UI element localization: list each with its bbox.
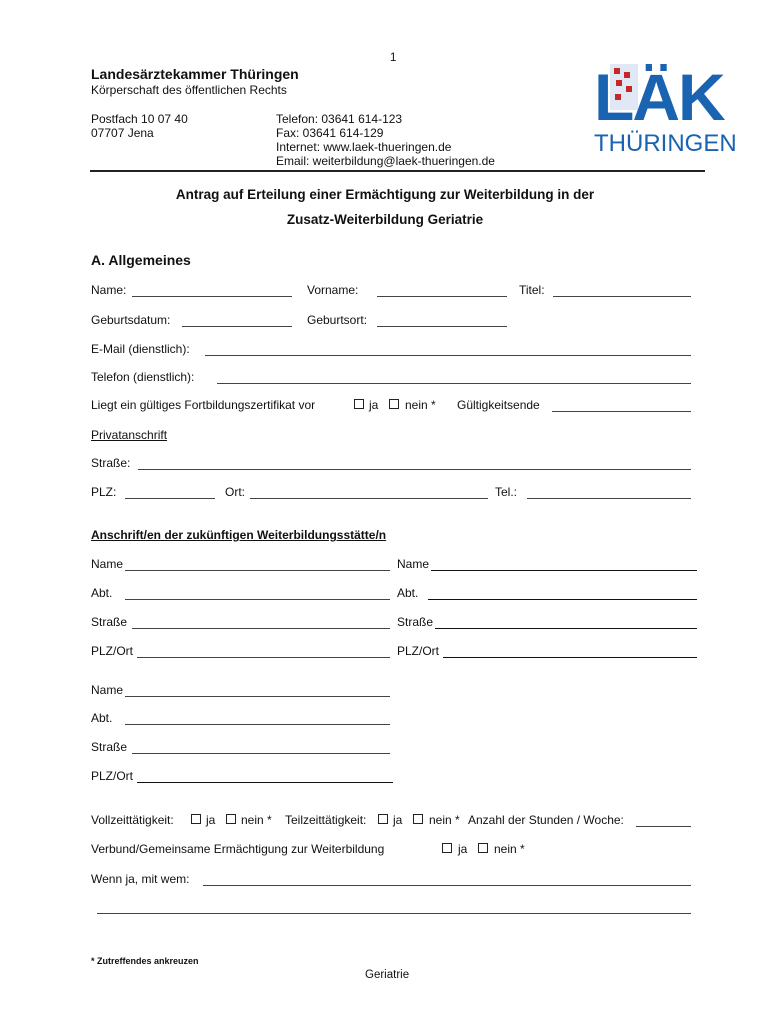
ws2-label-name: Name	[397, 557, 430, 571]
vollzeit-ja-checkbox[interactable]	[191, 814, 201, 824]
verbund-nein-checkbox[interactable]	[478, 843, 488, 853]
vollzeit-ja-label: ja	[206, 813, 216, 827]
zertifikat-nein-checkbox[interactable]	[389, 399, 399, 409]
teilzeit-nein-checkbox[interactable]	[413, 814, 423, 824]
label-zertifikat: Liegt ein gültiges Fortbildungszertifikat vor	[91, 398, 316, 412]
input-plz[interactable]	[125, 498, 215, 499]
input-gueltigkeit[interactable]	[552, 411, 691, 412]
label-geburtsort: Geburtsort:	[307, 313, 368, 327]
ws2-label-abt: Abt.	[397, 586, 419, 600]
label-ort: Ort:	[225, 485, 245, 499]
ws3-label-name: Name	[91, 683, 124, 697]
label-stunden: Anzahl der Stunden / Woche:	[468, 813, 624, 827]
verbund-ja-checkbox[interactable]	[442, 843, 452, 853]
ws1-input-strasse[interactable]	[132, 628, 390, 629]
label-tel: Tel.:	[495, 485, 518, 499]
footer-label: Geriatrie	[365, 969, 410, 981]
ws3-label-abt: Abt.	[91, 711, 113, 725]
ws1-input-plzort[interactable]	[137, 657, 390, 658]
plz-city: 07707 Jena	[91, 126, 154, 140]
input-stunden[interactable]	[636, 826, 691, 827]
header-rule	[90, 170, 705, 172]
ws3-label-plzort: PLZ/Ort	[91, 769, 134, 783]
ws1-input-name[interactable]	[125, 570, 390, 571]
ws3-input-strasse[interactable]	[132, 753, 390, 754]
input-ort[interactable]	[250, 498, 488, 499]
laek-logo	[588, 58, 748, 158]
ws3-input-plzort[interactable]	[137, 782, 393, 783]
ws3-input-abt[interactable]	[125, 724, 390, 725]
teilzeit-nein-label: nein *	[429, 813, 460, 827]
vollzeit-nein-label: nein *	[241, 813, 272, 827]
label-name: Name:	[91, 283, 127, 297]
ws1-label-strasse: Straße	[91, 615, 128, 629]
input-vorname[interactable]	[377, 296, 507, 297]
zertifikat-nein-label: nein *	[405, 398, 436, 412]
org-subtitle: Körperschaft des öffentlichen Rechts	[91, 83, 287, 97]
label-teilzeit: Teilzeittätigkeit:	[285, 813, 367, 827]
label-geburtsdatum: Geburtsdatum:	[91, 313, 171, 327]
label-telefon: Telefon (dienstlich):	[91, 370, 195, 384]
logo-sub: THÜRINGEN	[594, 130, 737, 157]
fax: Fax: 03641 614-129	[276, 126, 384, 140]
teilzeit-ja-checkbox[interactable]	[378, 814, 388, 824]
label-vollzeit: Vollzeittätigkeit:	[91, 813, 174, 827]
label-plz: PLZ:	[91, 485, 117, 499]
verbund-ja-label: ja	[458, 842, 468, 856]
ws1-input-abt[interactable]	[125, 599, 390, 600]
ws2-input-abt[interactable]	[428, 599, 697, 600]
logo-main: LÄK	[594, 60, 724, 134]
input-name[interactable]	[132, 296, 292, 297]
ws2-input-strasse[interactable]	[435, 628, 697, 629]
internet: Internet: www.laek-thueringen.de	[276, 140, 452, 154]
org-name: Landesärztekammer Thüringen	[91, 66, 299, 82]
ws3-label-strasse: Straße	[91, 740, 128, 754]
privatanschrift-heading: Privatanschrift	[91, 428, 168, 442]
input-email[interactable]	[205, 355, 691, 356]
ws1-label-plzort: PLZ/Ort	[91, 644, 134, 658]
weiterbildung-heading: Anschrift/en der zukünftigen Weiterbildungsstätte/n	[91, 528, 387, 542]
ws2-label-strasse: Straße	[397, 615, 434, 629]
verbund-nein-label: nein *	[494, 842, 525, 856]
email: Email: weiterbildung@laek-thueringen.de	[276, 154, 495, 168]
label-titel: Titel:	[519, 283, 545, 297]
label-wenn-ja: Wenn ja, mit wem:	[91, 872, 190, 886]
vollzeit-nein-checkbox[interactable]	[226, 814, 236, 824]
title-line-1: Antrag auf Erteilung einer Ermächtigung zur Weiterbildung in der	[175, 187, 595, 202]
postfach: Postfach 10 07 40	[91, 112, 188, 126]
teilzeit-ja-label: ja	[393, 813, 403, 827]
input-titel[interactable]	[553, 296, 691, 297]
footnote: * Zutreffendes ankreuzen	[91, 956, 199, 966]
ws2-input-name[interactable]	[431, 570, 697, 571]
input-geburtsdatum[interactable]	[182, 326, 292, 327]
ws3-input-name[interactable]	[125, 696, 390, 697]
label-verbund: Verbund/Gemeinsame Ermächtigung zur Weiterbildung	[91, 842, 385, 856]
input-wenn-ja-2[interactable]	[97, 913, 691, 914]
input-tel[interactable]	[527, 498, 691, 499]
label-strasse: Straße:	[91, 456, 131, 470]
title-line-2: Zusatz-Weiterbildung Geriatrie	[286, 212, 484, 227]
telefon: Telefon: 03641 614-123	[276, 112, 403, 126]
zertifikat-ja-label: ja	[369, 398, 379, 412]
label-email: E-Mail (dienstlich):	[91, 342, 190, 356]
ws1-label-abt: Abt.	[91, 586, 113, 600]
label-vorname: Vorname:	[307, 283, 359, 297]
ws1-label-name: Name	[91, 557, 124, 571]
input-geburtsort[interactable]	[377, 326, 507, 327]
input-strasse[interactable]	[138, 469, 691, 470]
label-gueltigkeit: Gültigkeitsende	[457, 398, 540, 412]
page-number: 1	[390, 52, 397, 64]
ws2-input-plzort[interactable]	[443, 657, 697, 658]
section-a-heading: A. Allgemeines	[91, 252, 191, 268]
ws2-label-plzort: PLZ/Ort	[397, 644, 440, 658]
zertifikat-ja-checkbox[interactable]	[354, 399, 364, 409]
input-telefon[interactable]	[217, 383, 691, 384]
input-wenn-ja[interactable]	[203, 885, 691, 886]
